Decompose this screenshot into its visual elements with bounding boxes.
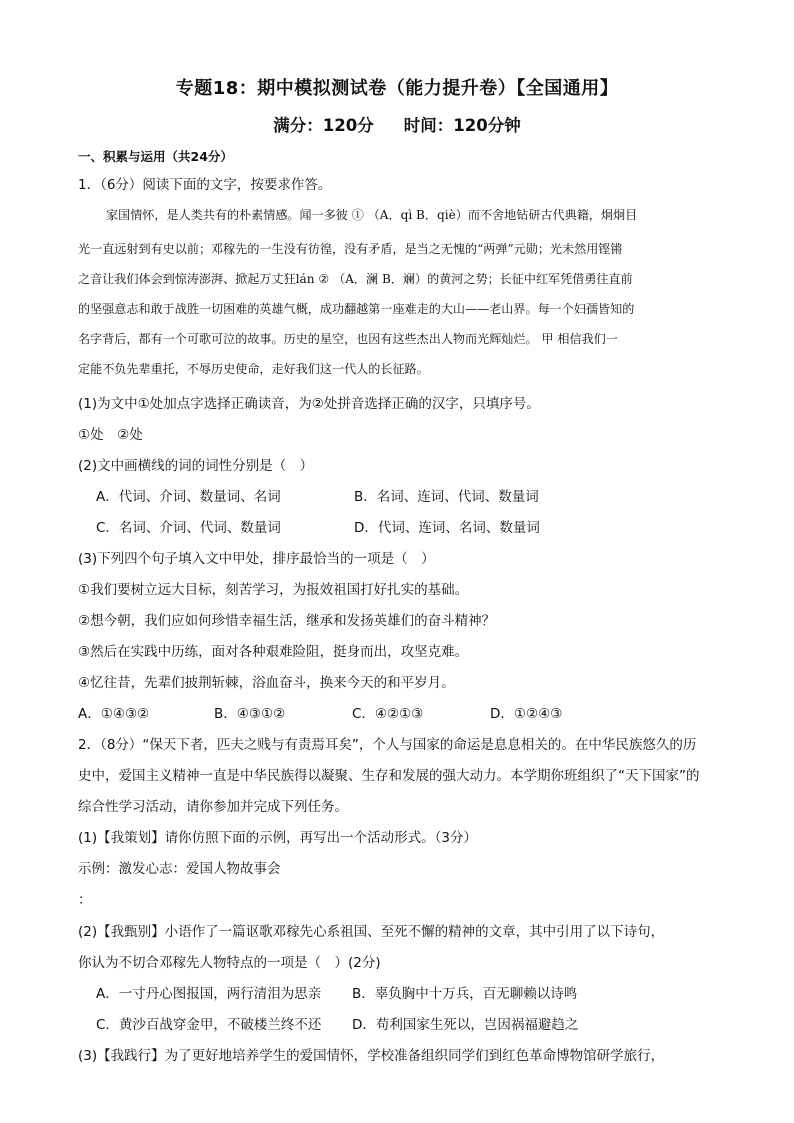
q1-sub1-answer: ①处 ②处 [78, 427, 143, 443]
q1-stem: 1．（6分）阅读下面的文字，按要求作答。 [78, 177, 332, 193]
sentence-3: ③然后在实践中历练，面对各种艰难险阻，挺身而出，攻坚克难。 [78, 644, 469, 660]
q2-sub2-line-2: 你认为不切合邓稼先人物特点的一项是（ ）(2分) [78, 955, 381, 971]
q1-sub2-option-a: A．代词、介词、数量词、名词 [96, 489, 281, 505]
sentence-4: ④忆往昔，先辈们披荆斩棘，浴血奋斗，换来今天的和平岁月。 [78, 675, 455, 691]
q2-sub3: (3)【我践行】为了更好地培养学生的爱国情怀，学校准备组织同学们到红色革命博物馆研学旅行， [78, 1048, 665, 1064]
q1-sub2: (2)文中画横线的词的词性分别是（ ） [78, 458, 314, 474]
q2-stem-line-2: 史中，爱国主义精神一直是中华民族得以凝聚、生存和发展的强大动力。本学期你班组织了“天下国家”的 [78, 768, 700, 784]
q1-sub2-option-d: D．代词、连词、名词、数量词 [354, 520, 540, 536]
q2-sub2-option-b: B．辜负胸中十万兵，百无聊赖以诗鸣 [352, 986, 578, 1002]
passage-line-2: 光一直远射到有史以前；邓稼先的一生没有彷徨，没有矛盾，是当之无愧的“两弹”元勋；光未然用铿锵 [78, 242, 623, 256]
passage-line-1: 家国情怀，是人类共有的朴素情感。闻一多彼 ① （A．qì B．qiè）而不舍地钻研古代典籍，炯炯目 [106, 208, 638, 222]
q1-sub3-option-d: D．①②④③ [490, 706, 563, 722]
passage-line-5: 名字背后，都有一个可歌可泣的故事。历史的星空，也因有这些杰出人物而光辉灿烂。 甲 相信我们一 [78, 332, 618, 346]
q1-sub3: (3)下列四个句子填入文中甲处，排序最恰当的一项是（ ） [78, 551, 435, 567]
sentence-2: ②想今朝，我们应如何珍惜幸福生活，继承和发扬英雄们的奋斗精神？ [78, 613, 496, 629]
q1-sub2-option-b: B．名词、连词、代词、数量词 [354, 489, 539, 505]
q2-example: 示例：激发心志：爱国人物故事会 [78, 861, 281, 877]
q1-sub3-option-b: B．④③①② [214, 706, 286, 722]
q1-sub2-option-c: C．名词、介词、代词、数量词 [96, 520, 281, 536]
passage-line-6: 定能不负先辈重托，不辱历史使命，走好我们这一代人的长征路。 [78, 362, 429, 376]
q1-sub3-option-c: C．④②①③ [352, 706, 424, 722]
q2-sub2-line-1: (2)【我甄别】小语作了一篇讴歌邓稼先心系祖国、至死不懈的精神的文章，其中引用了以下诗句， [78, 924, 665, 940]
q2-answer-colon: ： [78, 892, 92, 908]
q2-stem-line-1: 2．（8分）“保天下者，匹夫之贱与有责焉耳矣”，个人与国家的命运是息息相关的。在中华民族悠久的历 [78, 737, 697, 753]
sentence-1: ①我们要树立远大目标，刻苦学习，为报效祖国打好扎实的基础。 [78, 582, 469, 598]
q2-sub1: (1)【我策划】请你仿照下面的示例，再写出一个活动形式。（3分） [78, 830, 477, 846]
q2-sub2-option-a: A．一寸丹心图报国，两行清泪为思亲 [96, 986, 322, 1002]
q1-sub3-option-a: A．①④③② [78, 706, 150, 722]
page-title: 专题18：期中模拟测试卷（能力提升卷）【全国通用】 [175, 78, 619, 99]
q2-sub2-option-c: C．黄沙百战穿金甲，不破楼兰终不还 [96, 1017, 322, 1033]
passage-line-3: 之音让我们体会到惊涛澎湃、掀起万丈狂lán ② （A．澜 B．斓）的黄河之势；长征中红军凭借勇往直前 [78, 272, 633, 286]
passage-line-4: 的坚强意志和敢于战胜一切困难的英雄气概，成功翻越第一座难走的大山——老山界。每一个妇孺皆知的 [78, 302, 635, 316]
q2-stem-line-3: 综合性学习活动，请你参加并完成下列任务。 [78, 799, 348, 815]
full-score: 满分：120分 [273, 116, 374, 135]
section-heading: 一、积累与运用（共24分） [78, 149, 233, 164]
q1-sub1: (1)为文中①处加点字选择正确读音，为②处拼音选择正确的汉字，只填序号。 [78, 396, 540, 412]
exam-time: 时间：120分钟 [403, 116, 521, 135]
exam-meta [0, 112, 794, 136]
q2-sub2-option-d: D．苟利国家生死以，岂因祸福避趋之 [352, 1017, 579, 1033]
